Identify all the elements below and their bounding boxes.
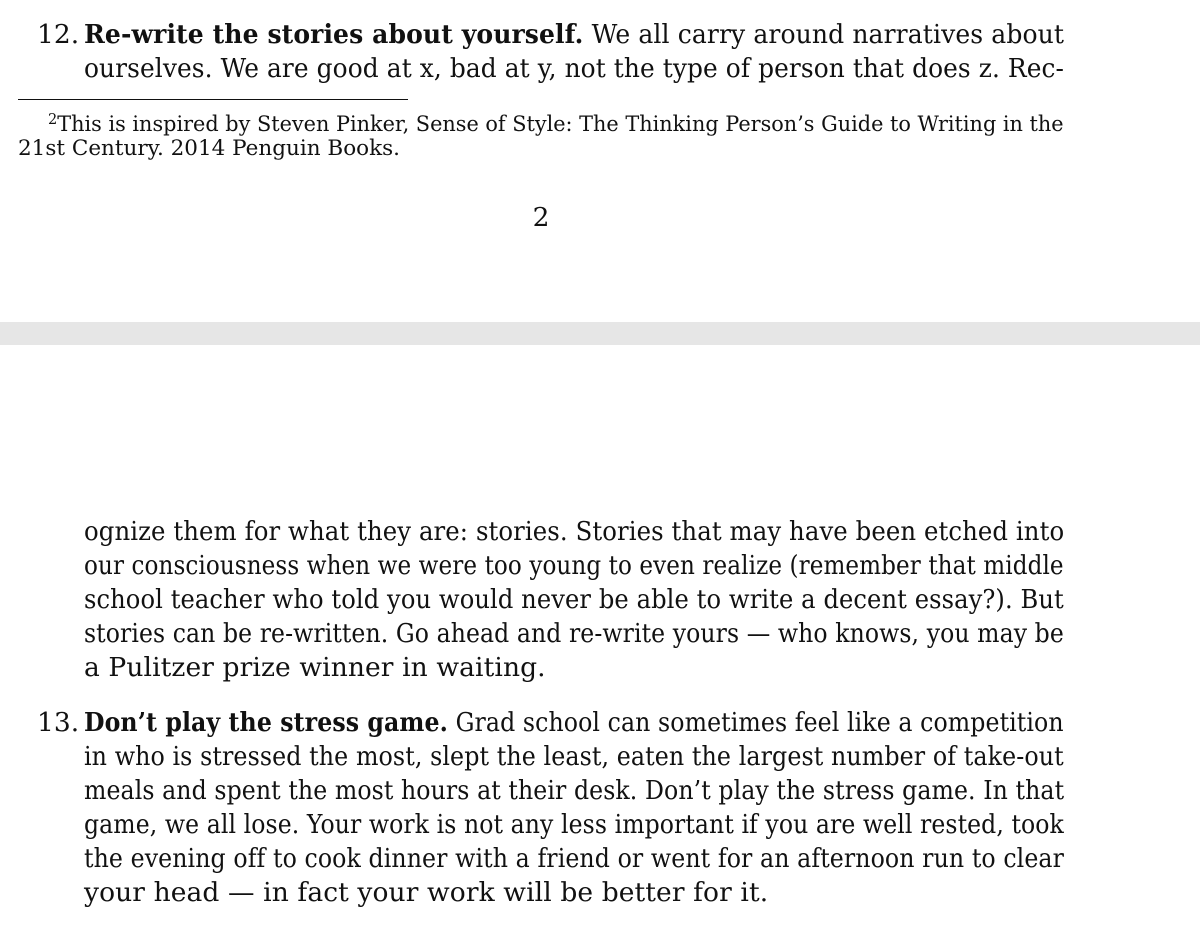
footnote-marker: 2: [48, 110, 58, 128]
item-12-continued-line-2: our consciousness when we were too young to even realize (remember that middle: [84, 550, 1064, 581]
document-page-upper: [0, 0, 1200, 322]
item-12-heading: Re-write the stories about yourself.: [84, 19, 584, 50]
item-13-line-3: meals and spent the most hours at their desk. Don’t play the stress game. In that: [84, 775, 1065, 806]
footnote-line-1-text: This is inspired by Steven Pinker, Sense of Style: The Thinking Person’s Guide to Writing in the: [57, 112, 1064, 137]
document-page-lower: [0, 345, 1200, 931]
item-13-line-1: [84, 706, 1064, 740]
footnote-line-2: 21st Century. 2014 Penguin Books.: [18, 136, 400, 161]
list-number-12: 12.: [37, 19, 80, 50]
item-12-continued-line-4: stories can be re-written. Go ahead and re-write yours — who knows, you may be: [84, 618, 1064, 649]
item-12-continued-line-5: a Pulitzer prize winner in waiting.: [84, 652, 546, 683]
item-12-line-2: ourselves. We are good at x, bad at y, not the type of person that does z. Rec-: [84, 53, 1065, 84]
footnote-rule: [18, 99, 408, 100]
list-number-13: 13.: [37, 707, 80, 738]
item-13-line-2: in who is stressed the most, slept the least, eaten the largest number of take-out: [84, 741, 1064, 772]
item-13-line-6: your head — in fact your work will be better for it.: [84, 877, 769, 908]
item-12-line-1-text: We all carry around narratives about: [591, 19, 1065, 50]
item-12-continued-line-3: school teacher who told you would never be able to write a decent essay?). But: [84, 584, 1064, 615]
item-13-line-1-text: Grad school can sometimes feel like a competition: [455, 707, 1064, 738]
item-12-line-1: [84, 18, 1065, 52]
page-number: 2: [532, 202, 550, 233]
item-12-continued-line-1: ognize them for what they are: stories. Stories that may have been etched into: [84, 516, 1065, 547]
item-13-heading: Don’t play the stress game.: [84, 707, 448, 738]
item-13-line-4: game, we all lose. Your work is not any less important if you are well rested, took: [84, 809, 1064, 840]
item-13-line-5: the evening off to cook dinner with a friend or went for an afternoon run to clear: [84, 843, 1065, 874]
page-separator: [0, 322, 1200, 345]
